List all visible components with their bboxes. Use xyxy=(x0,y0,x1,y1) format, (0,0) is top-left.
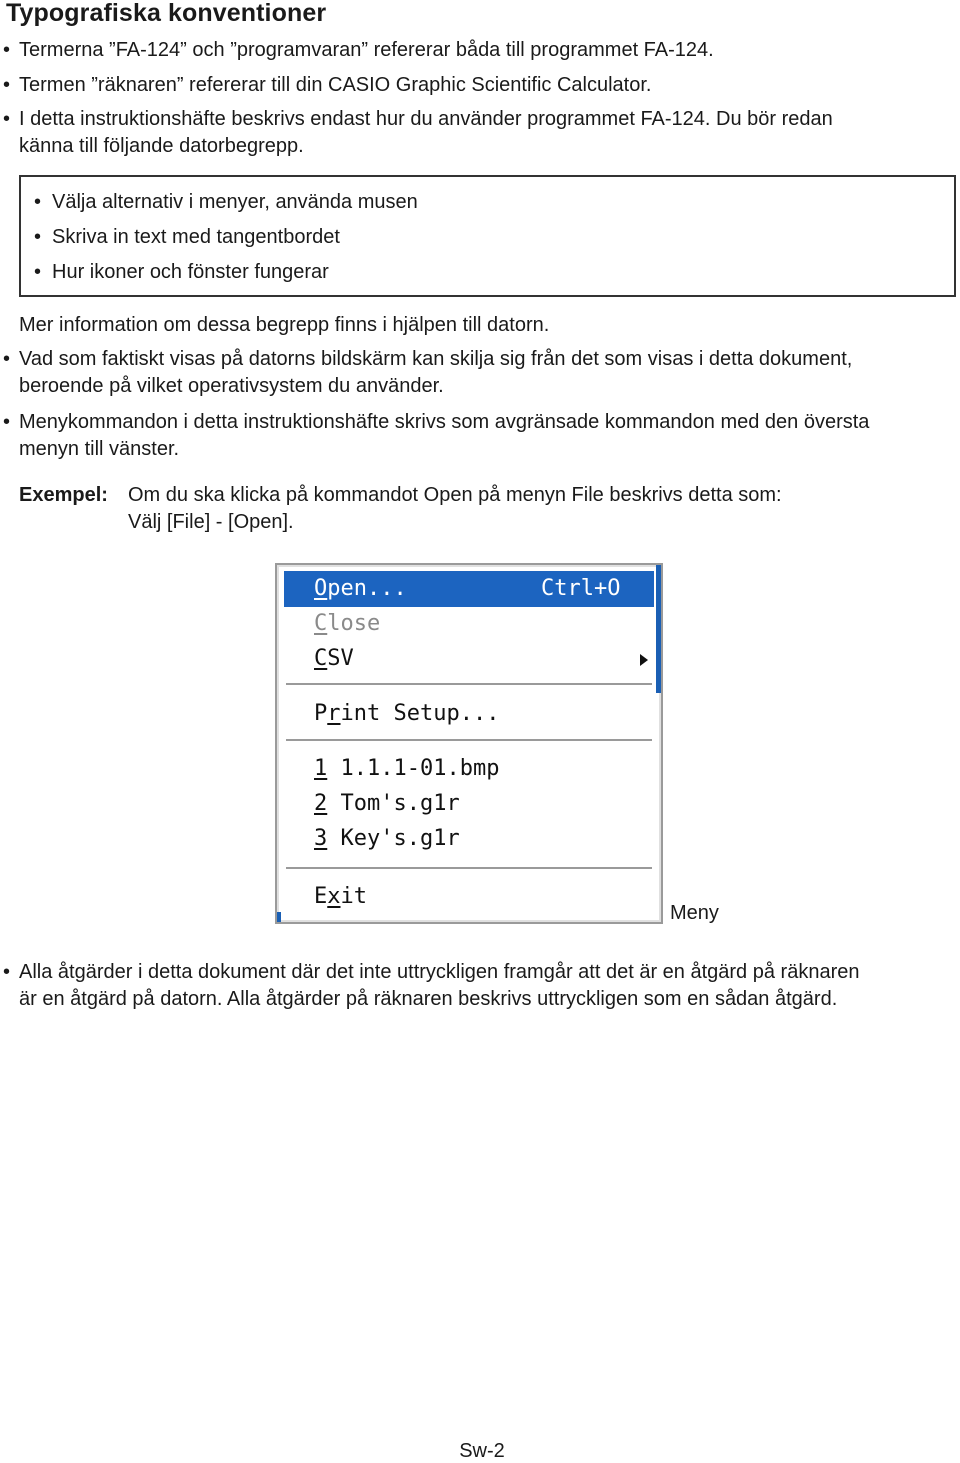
bullet-text: Vad som faktiskt visas på datorns bildskärm kan skilja sig från det som visas i detta dokument, xyxy=(19,348,853,370)
example-label: Exempel: xyxy=(19,484,108,506)
menu-item-open[interactable] xyxy=(284,571,654,607)
menu-separator xyxy=(286,683,652,686)
box-item-text: Skriva in text med tangentbordet xyxy=(52,226,340,248)
menu-item-label: 2 Tom's.g1r xyxy=(314,791,460,816)
menu-item-close xyxy=(284,606,654,642)
page-number-footer xyxy=(0,1440,960,1463)
bullet-glyph: • xyxy=(3,108,11,130)
menu-item-label: 1 1.1.1-01.bmp xyxy=(314,756,500,781)
bullet-glyph: • xyxy=(34,226,42,248)
example-text xyxy=(128,482,782,536)
menu-item-recent-file[interactable] xyxy=(284,751,654,787)
bullet-text: Termen ”räknaren” refererar till din CASIO Graphic Scientific Calculator. xyxy=(19,74,652,96)
menu-item-shortcut: Ctrl+O xyxy=(541,576,621,601)
bullet-item xyxy=(0,959,859,1013)
bullet-text-continued: är en åtgärd på datorn. Alla åtgärder på räknaren beskrivs uttryckligen som en sådan åtgärd. xyxy=(19,988,838,1010)
bullet-glyph: • xyxy=(34,261,42,283)
example-line: Om du ska klicka på kommandot Open på menyn File beskrivs detta som: xyxy=(128,484,782,506)
bullet-text: Menykommandon i detta instruktionshäfte skrivs som avgränsade kommandon med den översta xyxy=(19,411,870,433)
box-item xyxy=(34,189,418,216)
bullet-item xyxy=(0,72,651,99)
bullet-text: Alla åtgärder i detta dokument där det inte uttryckligen framgår att det är en åtgärd på räknaren xyxy=(19,961,860,983)
bullet-item xyxy=(0,37,714,64)
bullet-text-continued: beroende på vilket operativsystem du använder. xyxy=(19,375,444,397)
menu-caption: Meny xyxy=(670,902,719,924)
bullet-text-continued: menyn till vänster. xyxy=(19,438,180,460)
box-item-text: Hur ikoner och fönster fungerar xyxy=(52,261,329,283)
help-note: Mer information om dessa begrepp finns i hjälpen till datorn. xyxy=(19,314,550,336)
menu-item-label: Close xyxy=(314,611,381,636)
bullet-glyph: • xyxy=(3,39,11,61)
bullet-item xyxy=(0,409,869,463)
menu-window-edge xyxy=(277,912,281,922)
menu-window-edge xyxy=(656,565,661,693)
bullet-glyph: • xyxy=(3,74,11,96)
bullet-glyph: • xyxy=(34,191,42,213)
submenu-arrow-icon xyxy=(640,654,648,666)
bullet-text: Termerna ”FA-124” och ”programvaran” refererar båda till programmet FA-124. xyxy=(19,39,714,61)
menu-item-exit[interactable] xyxy=(284,879,654,915)
bullet-glyph: • xyxy=(3,961,11,983)
menu-item-csv[interactable] xyxy=(284,641,654,677)
example-line: Välj [File] - [Open]. xyxy=(128,511,294,533)
bullet-text-continued: känna till följande datorbegrepp. xyxy=(19,135,304,157)
menu-item-label: Print Setup... xyxy=(314,701,500,726)
menu-separator xyxy=(286,739,652,742)
menu-item-label: 3 Key's.g1r xyxy=(314,826,460,851)
bullet-glyph: • xyxy=(3,348,11,370)
box-item-text: Välja alternativ i menyer, använda musen xyxy=(52,191,418,213)
bullet-text: I detta instruktionshäfte beskrivs endast hur du använder programmet FA-124. Du bör redan xyxy=(19,108,833,130)
menu-item-recent-file[interactable] xyxy=(284,821,654,857)
file-menu xyxy=(275,563,663,924)
page-number: Sw-2 xyxy=(459,1440,505,1462)
bullet-item xyxy=(0,346,852,400)
menu-item-label: CSV xyxy=(314,646,354,671)
bullet-item xyxy=(0,106,833,160)
box-item xyxy=(34,224,340,251)
menu-item-recent-file[interactable] xyxy=(284,786,654,822)
page-title: Typografiska konventioner xyxy=(6,0,327,27)
bullet-glyph: • xyxy=(3,411,11,433)
menu-item-label: Open... xyxy=(314,576,407,601)
menu-item-label: Exit xyxy=(314,884,367,909)
prerequisite-box xyxy=(19,175,956,297)
menu-separator xyxy=(286,867,652,870)
box-item xyxy=(34,259,329,286)
menu-item-print-setup[interactable] xyxy=(284,696,654,732)
